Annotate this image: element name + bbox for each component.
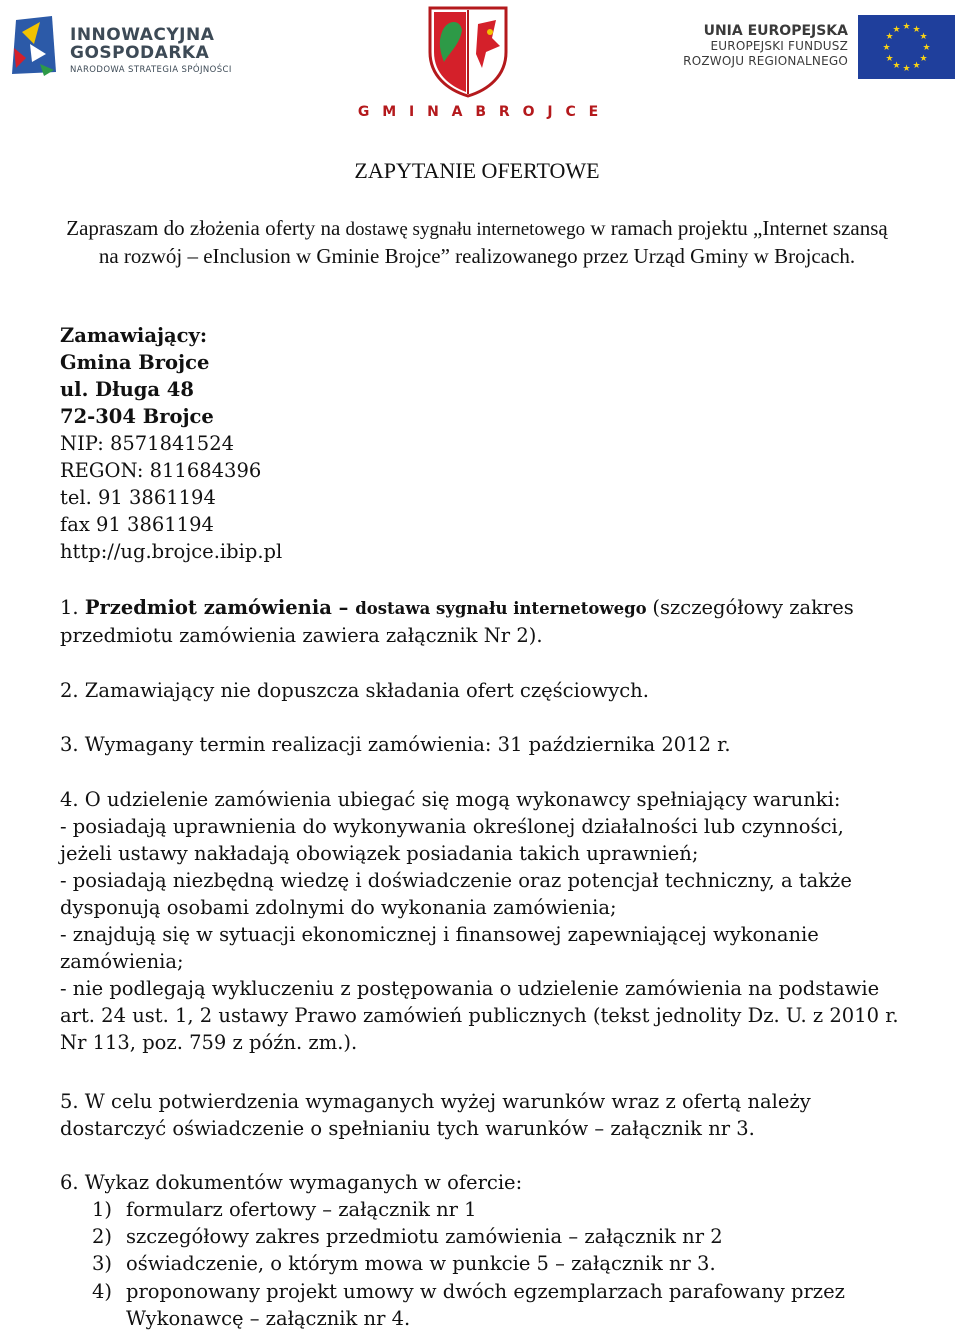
gmina-brojce-crest-icon — [420, 2, 516, 98]
contractor-tel: tel. 91 3861194 — [60, 486, 216, 509]
eu-logo-text — [683, 23, 848, 69]
svg-text:★: ★ — [892, 61, 901, 71]
list-item — [92, 1250, 892, 1277]
list-item-num: 1) — [92, 1198, 113, 1221]
svg-text:★: ★ — [882, 43, 891, 53]
svg-text:★: ★ — [902, 64, 911, 74]
logo-line-3: NARODOWA STRATEGIA SPÓJNOŚCI — [70, 65, 232, 75]
list-item-num: 2) — [92, 1225, 113, 1249]
list-item-text: oświadczenie, o którym mowa w punkcie 5 – załącznik nr 3. — [126, 1252, 716, 1276]
svg-text:★: ★ — [912, 61, 921, 71]
contractor-label: Zamawiający: — [60, 324, 208, 347]
svg-text:★: ★ — [885, 32, 894, 42]
section-1-num: 1. — [60, 596, 85, 619]
eu-flag-icon — [858, 15, 955, 79]
list-item — [92, 1278, 892, 1332]
section-4-lead: 4. O udzielenie zamówienia ubiegać się mogą wykonawcy spełniający warunki: — [60, 788, 841, 811]
section-1-bold: Przedmiot zamówienia – — [84, 596, 356, 619]
section-1-subject: dostawa sygnału internetowego — [355, 599, 653, 618]
document-title: ZAPYTANIE OFERTOWE — [354, 158, 600, 183]
logo-line-1: INNOWACYJNA — [70, 25, 215, 45]
section-6-lead: 6. Wykaz dokumentów wymaganych w ofercie: — [60, 1171, 523, 1194]
list-item — [92, 1196, 892, 1223]
svg-text:★: ★ — [892, 25, 901, 35]
contractor-regon: REGON: 811684396 — [60, 459, 262, 482]
section-3: 3. Wymagany termin realizacji zamówienia: 31 października 2012 r. — [60, 733, 731, 756]
intro-paragraph — [60, 215, 894, 270]
list-item-num: 4) — [92, 1279, 113, 1303]
contractor-fax: fax 91 3861194 — [60, 513, 214, 536]
intro-part-2: dostawę sygnału internetowego — [345, 219, 586, 240]
contractor-street: ul. Długa 48 — [60, 378, 194, 401]
list-item — [92, 1223, 892, 1250]
svg-text:★: ★ — [922, 43, 931, 53]
intro-part-1: Zapraszam do złożenia oferty na — [66, 216, 346, 240]
contractor-block — [60, 322, 900, 565]
logo-line-2: GOSPODARKA — [70, 43, 210, 63]
svg-text:★: ★ — [912, 25, 921, 35]
star-logo-icon — [10, 14, 66, 78]
section-4-item: - nie podlegają wykluczeniu z postępowania o udzielenie zamówienia na podstawie art. 24 ust. 1, 2 ustawy Prawo zamówień publicznych (tekst jednolity Dz. U. z 2010 r. Nr 113, poz. 759 z późn. zm.). — [60, 977, 899, 1054]
section-4 — [60, 786, 900, 1056]
section-2: 2. Zamawiający nie dopuszcza składania ofert częściowych. — [60, 679, 649, 702]
crest-caption: G M I N A B R O J C E — [357, 104, 603, 120]
list-item-text: szczegółowy zakres przedmiotu zamówienia – załącznik nr 2 — [126, 1225, 723, 1249]
list-item-num: 3) — [92, 1252, 113, 1276]
svg-text:★: ★ — [919, 32, 928, 42]
svg-text:★: ★ — [885, 54, 894, 64]
eu-line-3: ROZWOJU REGIONALNEGO — [683, 54, 848, 68]
svg-text:★: ★ — [919, 54, 928, 64]
contractor-city: 72-304 Brojce — [60, 405, 214, 428]
eu-line-2: EUROPEJSKI FUNDUSZ — [710, 39, 848, 53]
list-item-text: proponowany projekt umowy w dwóch egzemplarzach parafowany przez Wykonawcę – załącznik nr 4. — [126, 1279, 845, 1330]
contractor-www: http://ug.brojce.ibip.pl — [60, 540, 283, 563]
section-6-list — [92, 1196, 892, 1332]
list-item-text: formularz ofertowy – załącznik nr 1 — [126, 1198, 477, 1221]
section-4-item: - znajdują się w sytuacji ekonomicznej i finansowej zapewniającej wykonanie zamówienia; — [60, 923, 819, 973]
eu-line-1: UNIA EUROPEJSKA — [703, 23, 848, 39]
section-5: 5. W celu potwierdzenia wymaganych wyżej warunków wraz z ofertą należy dostarczyć oświadczenie o spełnianiu tych warunków – załącznik nr 3. — [60, 1090, 811, 1140]
section-1-rest: (szczegółowy zakres przedmiotu zamówienia zawiera załącznik Nr 2). — [60, 596, 854, 647]
section-1 — [60, 594, 900, 649]
section-4-item: - posiadają uprawnienia do wykonywania określonej działalności lub czynności, jeżeli ustawy nakładają obowiązek posiadania takich uprawnień; — [60, 815, 844, 865]
contractor-nip: NIP: 8571841524 — [60, 432, 235, 455]
innowacyjna-gospodarka-logo — [10, 12, 240, 80]
intro-part-3: w ramach projektu „Internet szansą na rozwój – eInclusion w Gminie Brojce” realizowanego przez Urząd Gminy w Brojcach. — [98, 216, 888, 268]
svg-text:★: ★ — [902, 22, 911, 32]
contractor-name: Gmina Brojce — [60, 351, 210, 374]
section-4-item: - posiadają niezbędną wiedzę i doświadczenie oraz potencjał techniczny, a także dysponują osobami zdolnymi do wykonania zamówienia; — [60, 869, 852, 919]
